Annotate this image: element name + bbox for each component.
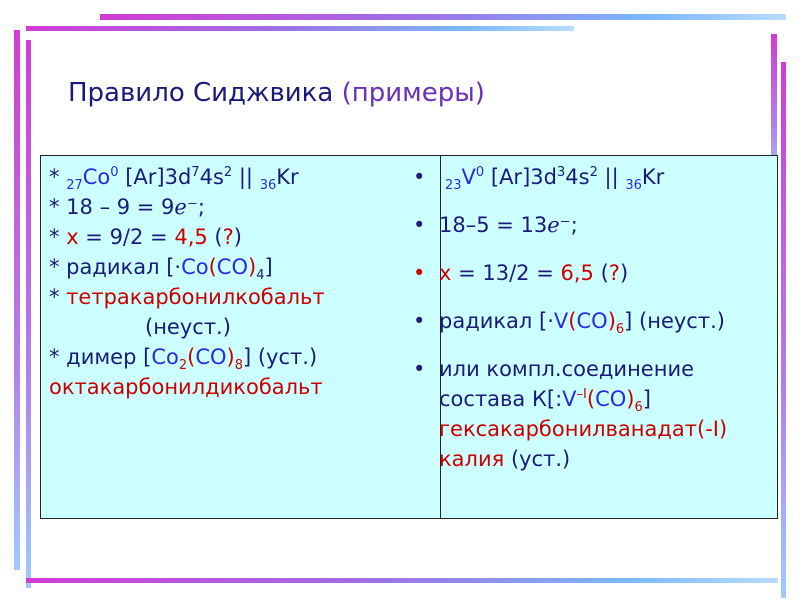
bottom-decor-bar bbox=[26, 578, 778, 583]
dimer-line: * димер $[Co_2(CO)_8]$ (уст.) bbox=[49, 345, 318, 374]
x-value-line: * x = 9/2 = 4,5 (?) bbox=[49, 225, 242, 249]
dimer-name-line: октакарбонилдикобальт bbox=[49, 375, 323, 399]
title-main: Правило Сиджвика bbox=[68, 78, 334, 108]
right-column bbox=[411, 162, 775, 474]
unstable-note: (неуст.) bbox=[145, 315, 231, 339]
compound-name-line: * тетракарбонилкобальт bbox=[49, 285, 325, 309]
left-column bbox=[49, 162, 429, 402]
content-table bbox=[40, 155, 778, 519]
title-sub: (примеры) bbox=[341, 78, 485, 108]
slide-title bbox=[68, 78, 485, 108]
list-item: • или компл.соединение состава $К[:V^{-I}(CO)_6]$ гексакарбонилванадат(-I) калия (уст.) bbox=[413, 357, 728, 471]
list-item: • $_{23}V^0$ $[Ar]3d^34s^2$ || $_{36}$Kr bbox=[413, 165, 665, 194]
right-decor-bar-2 bbox=[781, 62, 786, 598]
top-decor-bar-2 bbox=[26, 26, 574, 31]
list-item: • радикал $[\cdot V(CO)_6]$ (неуст.) bbox=[413, 309, 725, 338]
list-item: • x = 13/2 = 6,5 (?) bbox=[413, 261, 629, 285]
cobalt-config-line: * $_{27}Co^0$ $[Ar]3d^74s^2$ || $_{36}$Kr bbox=[49, 165, 299, 194]
radical-line: * радикал $[\cdot Co(CO)_4]$ bbox=[49, 255, 273, 284]
vanadium-list bbox=[411, 162, 775, 474]
left-decor-bar-2 bbox=[26, 40, 31, 588]
top-decor-bar bbox=[100, 14, 786, 20]
left-decor-bar bbox=[14, 30, 20, 570]
electron-count-line: * 18 – 9 = 9ℯ⁻; bbox=[49, 195, 206, 219]
list-item: • 18–5 = 13ℯ⁻; bbox=[413, 213, 578, 237]
